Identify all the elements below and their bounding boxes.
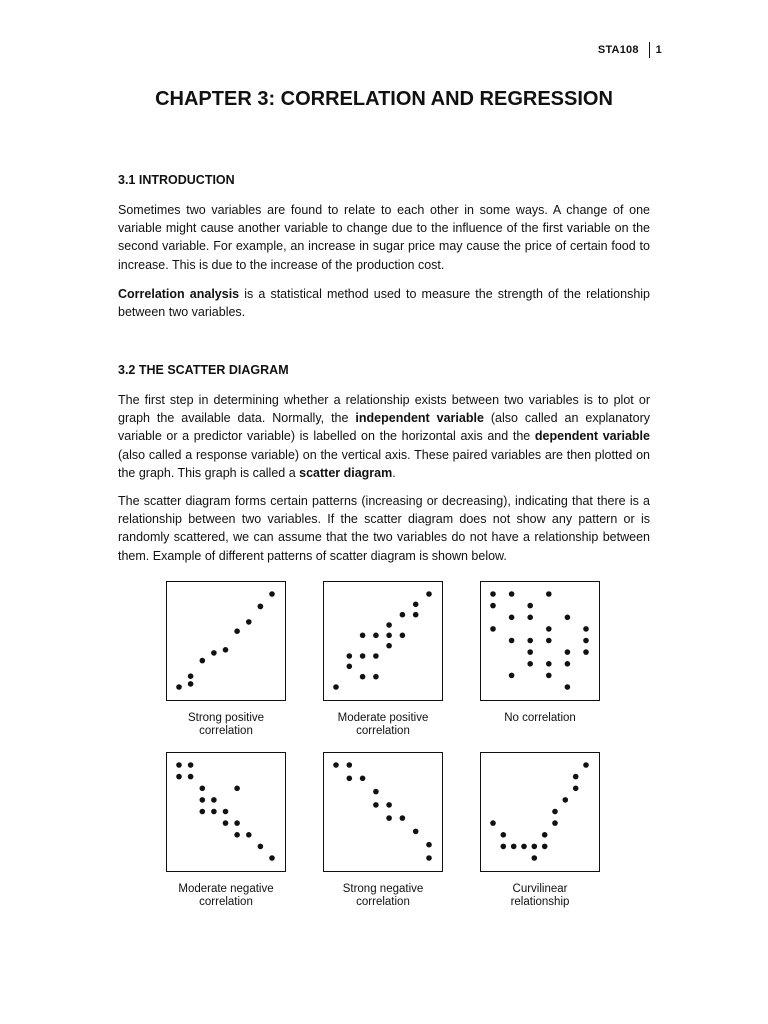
caption-strong-negative — [308, 883, 458, 909]
scatter-point — [360, 653, 366, 659]
bold-term-dependent-variable: dependent variable — [534, 429, 650, 444]
scatter-point — [246, 832, 252, 838]
caption-line: Moderate positive — [337, 712, 429, 724]
scatter-point — [360, 674, 366, 680]
caption-line: correlation — [199, 725, 253, 737]
scatter-point — [542, 832, 548, 838]
scatter-point — [386, 633, 392, 639]
header-divider — [649, 42, 650, 58]
caption-moderate-negative — [151, 883, 301, 909]
scatter-point — [188, 774, 194, 780]
scatter-point — [527, 615, 533, 621]
bold-term-independent-variable: independent variable — [355, 411, 484, 426]
scatter-point — [373, 802, 379, 808]
scatter-point — [347, 762, 353, 768]
scatter-point — [509, 591, 515, 597]
scatter-point — [200, 809, 206, 815]
scatter-point — [200, 786, 206, 792]
scatter-point — [400, 612, 406, 618]
scatter-point — [532, 844, 538, 850]
scatter-point — [400, 815, 406, 821]
scatter-point — [333, 762, 339, 768]
course-code: STA108 — [597, 44, 639, 56]
scatter-paragraph-2: The scatter diagram forms certain patterns (increasing or decreasing), indicating that there is a relationship between two variables. If the scatter diagram does not show any pattern or is randomly scattered, we can assume that the two variables do not have a relationship between them. Example of different patterns of scatter diagram is shown below. — [118, 494, 650, 563]
scatter-point — [490, 603, 496, 609]
scatter-point — [583, 626, 589, 632]
scatter-point — [573, 786, 579, 792]
scatter-point — [386, 643, 392, 649]
scatter-point — [509, 673, 515, 679]
scatter-point — [200, 797, 206, 803]
section-heading-scatter-diagram: 3.2 THE SCATTER DIAGRAM — [118, 363, 289, 377]
scatter-point — [527, 603, 533, 609]
scatter-panel-moderate-positive — [323, 581, 443, 701]
scatter-panel-curvilinear — [480, 752, 600, 872]
text-segment: (also called a response variable) on the vertical axis. These paired variables are then plotted on the graph. This graph is called a — [118, 447, 650, 480]
scatter-point — [546, 661, 552, 667]
scatter-point — [211, 797, 217, 803]
scatter-point — [527, 638, 533, 644]
scatter-point — [546, 626, 552, 632]
scatter-point — [211, 809, 217, 815]
text-segment: The first step in determining whether a relationship exists between two variables is to plot or graph the available data. Normally, the — [118, 393, 650, 426]
scatter-point — [347, 776, 353, 782]
scatter-point — [223, 647, 229, 653]
bold-term-scatter-diagram: scatter diagram — [299, 465, 393, 480]
scatter-point — [565, 649, 571, 655]
scatter-point — [583, 638, 589, 644]
caption-strong-positive — [151, 712, 301, 738]
scatter-point — [258, 844, 264, 850]
scatter-plot-strong-positive — [167, 582, 285, 700]
scatter-point — [333, 684, 339, 690]
scatter-point — [490, 820, 496, 826]
scatter-point — [565, 684, 571, 690]
scatter-point — [426, 591, 432, 597]
scatter-point — [546, 591, 552, 597]
scatter-point — [234, 628, 240, 634]
scatter-point — [188, 762, 194, 768]
scatter-point — [583, 762, 589, 768]
scatter-point — [426, 855, 432, 861]
scatter-point — [563, 797, 569, 803]
scatter-point — [360, 776, 366, 782]
scatter-point — [234, 786, 240, 792]
scatter-panel-moderate-negative — [166, 752, 286, 872]
scatter-point — [386, 802, 392, 808]
caption-line: Strong negative — [342, 883, 424, 895]
text-segment: (also called an explanatory variable or a predictor variable) is labelled on the horizontal axis and the — [118, 411, 650, 444]
scatter-point — [413, 829, 419, 835]
bold-term-correlation-analysis: Correlation analysis — [118, 287, 240, 301]
scatter-point — [413, 602, 419, 608]
caption-line: correlation — [356, 725, 410, 737]
scatter-point — [532, 855, 538, 861]
scatter-plot-curvilinear — [481, 753, 599, 871]
scatter-point — [188, 681, 194, 687]
scatter-point — [258, 604, 264, 610]
scatter-point — [373, 789, 379, 795]
caption-moderate-positive — [308, 712, 458, 738]
scatter-point — [400, 633, 406, 639]
scatter-point — [234, 820, 240, 826]
scatter-point — [521, 844, 527, 850]
scatter-point — [509, 615, 515, 621]
scatter-point — [211, 650, 217, 656]
caption-line: Moderate negative — [178, 883, 274, 895]
scatter-point — [583, 649, 589, 655]
scatter-point — [509, 638, 515, 644]
scatter-plot-no-correlation — [481, 582, 599, 700]
scatter-point — [386, 815, 392, 821]
scatter-point — [176, 774, 182, 780]
scatter-point — [542, 844, 548, 850]
section-heading-introduction: 3.1 INTRODUCTION — [118, 173, 235, 187]
page-header — [598, 42, 662, 58]
scatter-panel-strong-positive — [166, 581, 286, 701]
caption-line: correlation — [199, 896, 253, 908]
scatter-point — [386, 622, 392, 628]
scatter-point — [552, 809, 558, 815]
scatter-point — [511, 844, 517, 850]
caption-line: No correlation — [504, 712, 576, 724]
scatter-point — [188, 673, 194, 679]
scatter-point — [360, 633, 366, 639]
scatter-point — [426, 842, 432, 848]
scatter-panel-no-correlation — [480, 581, 600, 701]
scatter-point — [573, 774, 579, 780]
scatter-point — [501, 832, 507, 838]
caption-no-correlation — [465, 712, 615, 725]
scatter-point — [373, 633, 379, 639]
scatter-plot-strong-negative — [324, 753, 442, 871]
scatter-point — [565, 615, 571, 621]
caption-line: correlation — [356, 896, 410, 908]
scatter-point — [223, 820, 229, 826]
caption-curvilinear — [465, 883, 615, 909]
scatter-plot-moderate-positive — [324, 582, 442, 700]
scatter-point — [527, 661, 533, 667]
intro-paragraph: Sometimes two variables are found to relate to each other in some ways. A change of one variable might cause another variable to change due to the influence of the first variable on the second variable. For example, an increase in sugar price may cause the price of certain food to increase. This is due to the increase of the production cost. — [118, 203, 650, 272]
scatter-point — [490, 626, 496, 632]
caption-line: Curvilinear — [512, 883, 568, 895]
definition-text: is a statistical method used to measure the strength of the relationship between two variables. — [118, 287, 651, 320]
chapter-title: CHAPTER 3: CORRELATION AND REGRESSION — [155, 88, 613, 110]
text-segment: . — [392, 465, 396, 480]
page-number: 1 — [655, 44, 662, 56]
scatter-point — [246, 619, 252, 625]
scatter-point — [234, 832, 240, 838]
scatter-panel-strong-negative — [323, 752, 443, 872]
caption-line: Strong positive — [187, 712, 265, 724]
scatter-point — [501, 844, 507, 850]
scatter-point — [552, 820, 558, 826]
scatter-paragraph-1 — [118, 391, 650, 482]
scatter-point — [269, 591, 275, 597]
scatter-point — [269, 855, 275, 861]
scatter-point — [176, 762, 182, 768]
scatter-point — [223, 809, 229, 815]
scatter-point — [176, 684, 182, 690]
scatter-point — [347, 664, 353, 670]
scatter-point — [200, 658, 206, 664]
scatter-point — [373, 674, 379, 680]
scatter-point — [546, 638, 552, 644]
scatter-plot-moderate-negative — [167, 753, 285, 871]
scatter-point — [347, 653, 353, 659]
scatter-point — [413, 612, 419, 618]
caption-line: relationship — [510, 896, 570, 908]
scatter-point — [546, 673, 552, 679]
scatter-point — [565, 661, 571, 667]
scatter-point — [527, 649, 533, 655]
scatter-point — [373, 653, 379, 659]
correlation-definition — [118, 285, 650, 321]
scatter-point — [490, 591, 496, 597]
